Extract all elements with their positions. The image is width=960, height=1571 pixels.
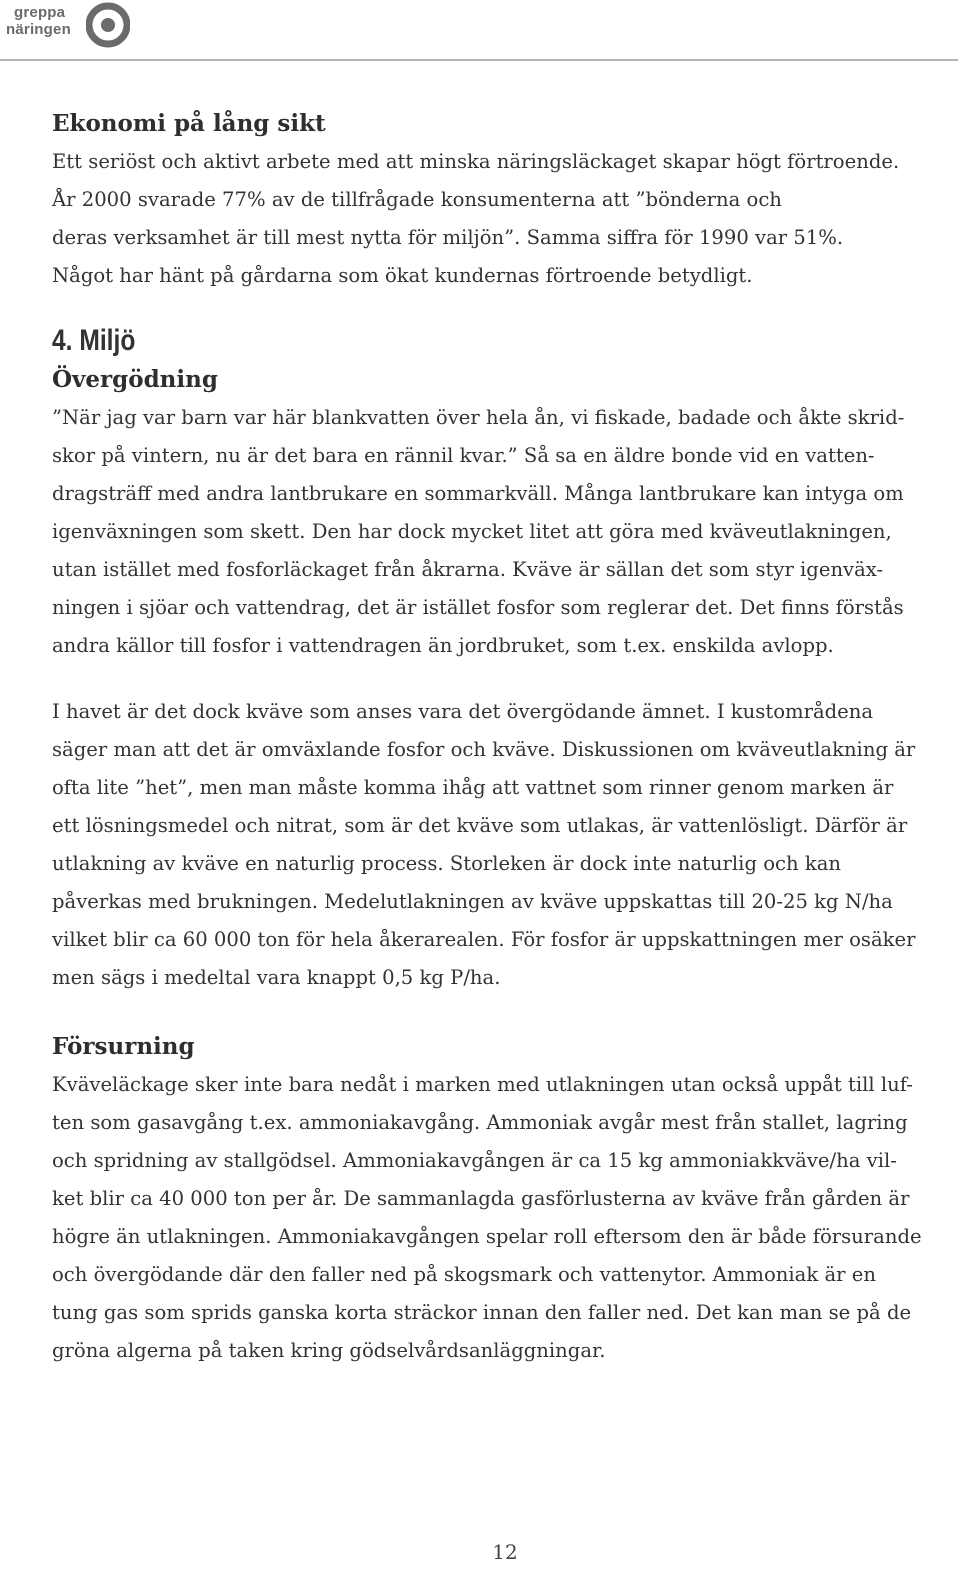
ekonomi-line: deras verksamhet är till mest nytta för miljön”. Samma siffra för 1990 var 51%.	[52, 226, 844, 249]
paragraph-line: I havet är det dock kväve som anses vara det övergödande ämnet. I kustområdena	[52, 700, 874, 723]
greppa-naringen-logo	[4, 0, 134, 50]
paragraph-line: ”När jag var barn var här blankvatten över hela ån, vi fiskade, badade och åkte skrid-	[52, 406, 905, 429]
paragraph-line: högre än utlakningen. Ammoniakavgången spelar roll eftersom den är både försurande	[52, 1225, 922, 1248]
ekonomi-line: År 2000 svarade 77% av de tillfrågade konsumenterna att ”bönderna och	[52, 188, 782, 211]
header-divider	[0, 59, 958, 61]
paragraph-line: dragsträff med andra lantbrukare en sommarkväll. Många lantbrukare kan intyga om	[52, 482, 904, 505]
paragraph-line: ett lösningsmedel och nitrat, som är det kväve som utlakas, är vattenlösligt. Därför är	[52, 814, 908, 837]
heading-forsurning: Försurning	[52, 1033, 195, 1060]
page-content	[52, 105, 958, 1370]
ekonomi-line: Ett seriöst och aktivt arbete med att minska näringsläckaget skapar högt förtroende.	[52, 150, 900, 173]
paragraph-line: utan istället med fosforläckaget från åkrarna. Kväve är sällan det som styr igenväx-	[52, 558, 884, 581]
paragraph-line: vilket blir ca 60 000 ton för hela åkerarealen. För fosfor är uppskattningen mer osäker	[52, 928, 916, 951]
logo-text-naringen: näringen	[6, 21, 71, 38]
section-ekonomi	[52, 105, 958, 295]
paragraph-line: Kväveläckage sker inte bara nedåt i marken med utlakningen utan också uppåt till luf-	[52, 1073, 913, 1096]
paragraph-line: igenväxningen som skett. Den har dock mycket litet att göra med kväveutlakningen,	[52, 520, 892, 543]
paragraph-line: påverkas med brukningen. Medelutlakningen av kväve uppskattas till 20-25 kg N/ha	[52, 890, 893, 913]
paragraph-line: gröna algerna på taken kring gödselvårdsanläggningar.	[52, 1339, 606, 1362]
ekonomi-line: Något har hänt på gårdarna som ökat kundernas förtroende betydligt.	[52, 264, 753, 287]
logo-circle-icon	[86, 0, 130, 48]
paragraph-line: ofta lite ”het”, men man måste komma ihåg att vattnet som rinner genom marken är	[52, 776, 894, 799]
overgodning-paragraph-2	[52, 693, 958, 997]
page-header	[0, 0, 960, 62]
paragraph-line: och övergödande där den faller ned på skogsmark och vattenytor. Ammoniak är en	[52, 1263, 876, 1286]
section-forsurning	[52, 1028, 958, 1370]
section-miljo	[52, 321, 958, 997]
paragraph-line: tung gas som sprids ganska korta sträckor innan den faller ned. Det kan man se på de	[52, 1301, 912, 1324]
chapter-title: 4. Miljö	[52, 324, 136, 357]
paragraph-line: andra källor till fosfor i vattendragen än jordbruket, som t.ex. enskilda avlopp.	[52, 634, 834, 657]
heading-overgodning: Övergödning	[52, 366, 218, 393]
heading-ekonomi: Ekonomi på lång sikt	[52, 110, 326, 137]
page-number: 12	[492, 1540, 518, 1564]
paragraph-line: utlakning av kväve en naturlig process. Storleken är dock inte naturlig och kan	[52, 852, 842, 875]
overgodning-paragraph-1	[52, 399, 958, 665]
paragraph-line: ningen i sjöar och vattendrag, det är istället fosfor som reglerar det. Det finns förstås	[52, 596, 904, 619]
logo-text-greppa: greppa	[14, 4, 66, 21]
paragraph-line: ten som gasavgång t.ex. ammoniakavgång. Ammoniak avgår mest från stallet, lagring	[52, 1111, 908, 1134]
paragraph-line: ket blir ca 40 000 ton per år. De sammanlagda gasförlusterna av kväve från gården är	[52, 1187, 910, 1210]
paragraph-line: skor på vintern, nu är det bara en rännil kvar.” Så sa en äldre bonde vid en vatten-	[52, 444, 875, 467]
paragraph-line: säger man att det är omväxlande fosfor och kväve. Diskussionen om kväveutlakning är	[52, 738, 916, 761]
paragraph-line: men sägs i medeltal vara knappt 0,5 kg P/ha.	[52, 966, 501, 989]
paragraph-line: och spridning av stallgödsel. Ammoniakavgången är ca 15 kg ammoniakkväve/ha vil-	[52, 1149, 897, 1172]
